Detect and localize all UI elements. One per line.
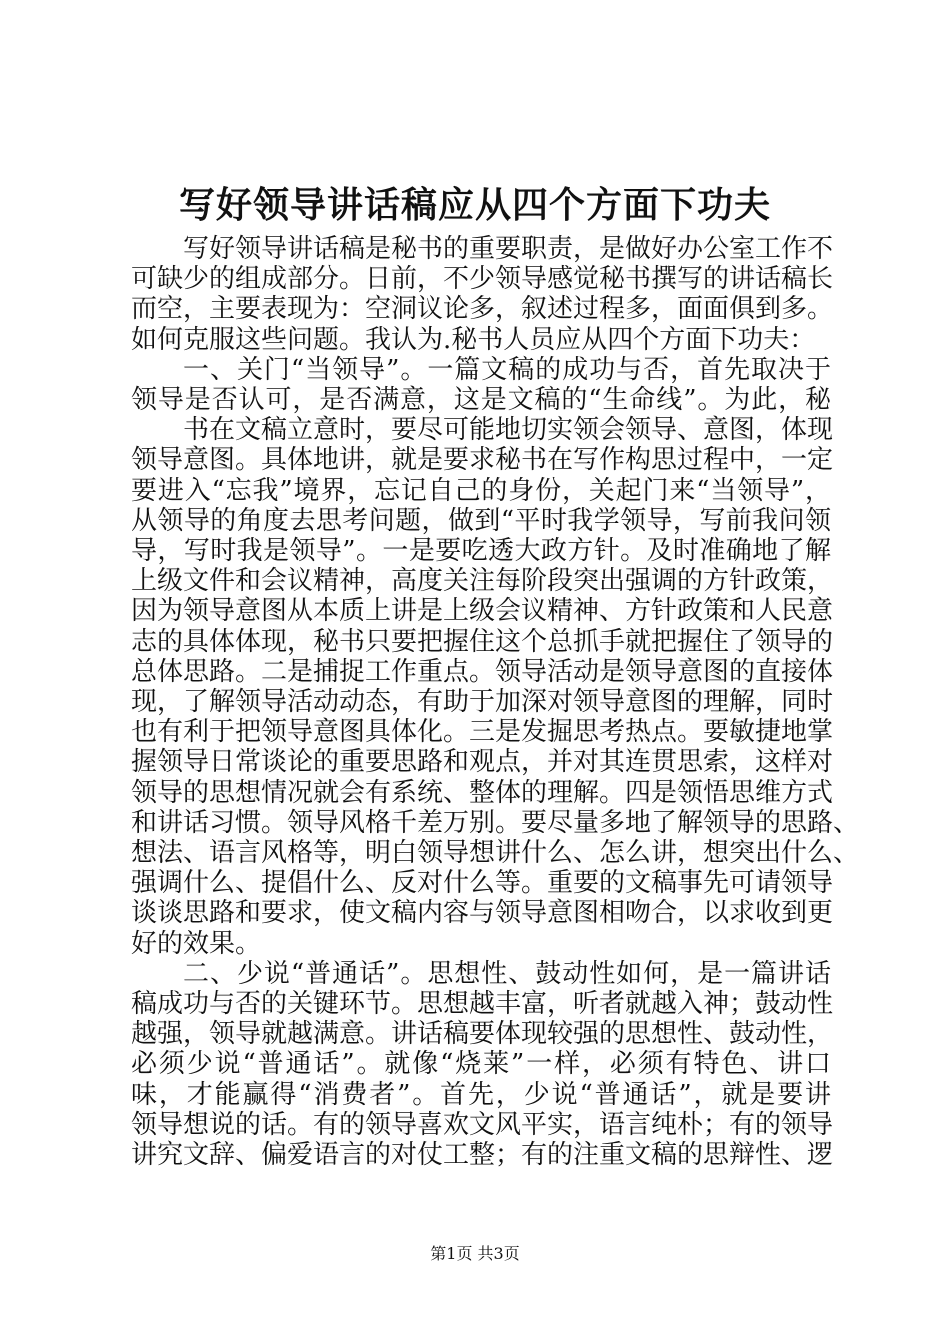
text-line: 味，才能赢得“消费者”。首先，少说“普通话”，就是要讲 [131, 1080, 831, 1110]
text-line: 谈谈思路和要求，使文稿内容与领导意图相吻合，以求收到更 [131, 898, 834, 928]
text-line: 领导的思想情况就会有系统、整体的理解。四是领悟思维方式 [131, 778, 834, 808]
text-line: 强调什么、提倡什么、反对什么等。重要的文稿事先可请领导 [131, 868, 834, 898]
text-line: 二、少说“普通话”。思想性、鼓动性如何，是一篇讲话 [183, 959, 831, 989]
text-line: 书在文稿立意时，要尽可能地切实领会领导、意图，体现 [183, 415, 834, 445]
page-number-footer: 第1页 共3页 [430, 1244, 520, 1263]
text-line: 一、关门“当领导”。一篇文稿的成功与否，首先取决于 [183, 355, 831, 385]
text-line: 上级文件和会议精神，高度关注每阶段突出强调的方针政策， [131, 566, 834, 596]
document-title: 写好领导讲话稿应从四个方面下功夫 [178, 184, 771, 226]
text-line: 握领导日常谈论的重要思路和观点，并对其连贯思索，这样对 [131, 747, 834, 777]
text-line: 和讲话习惯。领导风格千差万别。要尽量多地了解领导的思路、 [131, 808, 860, 838]
text-line: 写好领导讲话稿是秘书的重要职责，是做好办公室工作不 [183, 234, 834, 264]
text-line: 而空，主要表现为：空洞议论多，叙述过程多，面面俱到多。 [131, 294, 834, 324]
text-line: 想法、语言风格等，明白领导想讲什么、怎么讲，想突出什么、 [131, 838, 860, 868]
text-line: 领导想说的话。有的领导喜欢文风平实，语言纯朴；有的领导 [131, 1110, 834, 1140]
text-line: 总体思路。二是捕捉工作重点。领导活动是领导意图的直接体 [131, 657, 834, 687]
text-line: 也有利于把领导意图具体化。三是发掘思考热点。要敏捷地掌 [131, 717, 834, 747]
text-line: 讲究文辞、偏爱语言的对仗工整；有的注重文稿的思辩性、逻 [131, 1140, 834, 1170]
text-line: 从领导的角度去思考问题，做到“平时我学领导，写前我问领 [131, 506, 831, 536]
text-line: 领导意图。具体地讲，就是要求秘书在写作构思过程中，一定 [131, 445, 834, 475]
text-line: 领导是否认可，是否满意，这是文稿的“生命线”。为此，秘 [131, 385, 831, 415]
text-line: 现，了解领导活动动态，有助于加深对领导意图的理解，同时 [131, 687, 834, 717]
text-line: 可缺少的组成部分。日前，不少领导感觉秘书撰写的讲话稿长 [131, 264, 834, 294]
text-line: 越强，领导就越满意。讲话稿要体现较强的思想性、鼓动性， [131, 1019, 834, 1049]
text-line: 稿成功与否的关键环节。思想越丰富，听者就越入神；鼓动性 [131, 989, 834, 1019]
text-line: 如何克服这些问题。我认为.秘书人员应从四个方面下功夫： [131, 325, 816, 355]
text-line: 要进入“忘我”境界，忘记自己的身份，关起门来“当领导”， [131, 476, 831, 506]
text-line: 导，写时我是领导”。一是要吃透大政方针。及时准确地了解 [131, 536, 831, 566]
text-line: 必须少说“普通话”。就像“烧莱”一样，必须有特色、讲口 [131, 1049, 831, 1079]
text-line: 志的具体体现，秘书只要把握住这个总抓手就把握住了领导的 [131, 627, 834, 657]
text-line: 好的效果。 [131, 929, 262, 959]
text-line: 因为领导意图从本质上讲是上级会议精神、方针政策和人民意 [131, 596, 834, 626]
